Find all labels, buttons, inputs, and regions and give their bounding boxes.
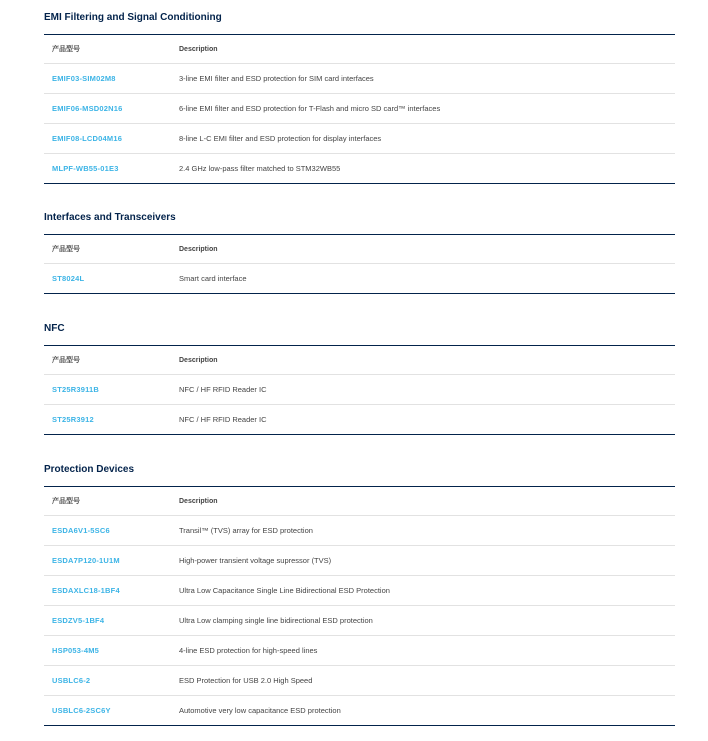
section-title: NFC xyxy=(44,323,65,334)
part-number-link[interactable]: EMIF06-MSD02N16 xyxy=(52,104,123,113)
column-header-part: 产品型号 xyxy=(52,357,80,364)
table-row xyxy=(44,516,675,546)
table-row xyxy=(44,64,675,94)
part-description: 3-line EMI filter and ESD protection for SIM card interfaces xyxy=(179,74,374,83)
table-header-row xyxy=(44,35,675,64)
table-header-row xyxy=(44,487,675,516)
table-row xyxy=(44,636,675,666)
table-row xyxy=(44,405,675,435)
part-description: Transil™ (TVS) array for ESD protection xyxy=(179,526,313,535)
table-header-row xyxy=(44,346,675,375)
part-description: 2.4 GHz low-pass filter matched to STM32WB55 xyxy=(179,164,341,173)
column-header-description: Description xyxy=(179,497,218,505)
part-number-link[interactable]: USBLC6-2SC6Y xyxy=(52,706,111,715)
part-number-link[interactable]: MLPF-WB55-01E3 xyxy=(52,164,119,173)
table-row xyxy=(44,606,675,636)
product-table xyxy=(44,234,675,294)
part-number-link[interactable]: EMIF03-SIM02M8 xyxy=(52,74,116,83)
table-header-row xyxy=(44,235,675,264)
part-number-link[interactable]: ESDAXLC18-1BF4 xyxy=(52,586,120,595)
part-description: Smart card interface xyxy=(179,274,247,283)
table-row xyxy=(44,666,675,696)
product-table xyxy=(44,34,675,184)
part-number-link[interactable]: HSP053-4M5 xyxy=(52,646,100,655)
part-number-link[interactable]: ST8024L xyxy=(52,274,85,283)
part-description: NFC / HF RFID Reader IC xyxy=(179,385,267,394)
part-description: Ultra Low Capacitance Single Line Bidirectional ESD Protection xyxy=(179,586,390,595)
part-number-link[interactable]: USBLC6-2 xyxy=(52,676,91,685)
part-description: Automotive very low capacitance ESD protection xyxy=(179,706,341,715)
table-row xyxy=(44,696,675,726)
table-row xyxy=(44,264,675,294)
table-row xyxy=(44,124,675,154)
part-description: 8-line L-C EMI filter and ESD protection for display interfaces xyxy=(179,134,382,143)
column-header-part: 产品型号 xyxy=(52,246,80,253)
column-header-part: 产品型号 xyxy=(52,46,80,53)
table-row xyxy=(44,576,675,606)
table-row xyxy=(44,546,675,576)
table-row xyxy=(44,375,675,405)
section-title: Protection Devices xyxy=(44,464,135,475)
part-description: High-power transient voltage supressor (TVS) xyxy=(179,556,332,565)
part-number-link[interactable]: EMIF08-LCD04M16 xyxy=(52,134,123,143)
part-number-link[interactable]: ST25R3911B xyxy=(52,385,100,394)
table-row xyxy=(44,154,675,184)
product-table xyxy=(44,486,675,726)
table-row xyxy=(44,94,675,124)
section-title: EMI Filtering and Signal Conditioning xyxy=(44,12,222,23)
section-title: Interfaces and Transceivers xyxy=(44,212,176,223)
column-header-description: Description xyxy=(179,245,218,253)
part-description: 4-line ESD protection for high-speed lines xyxy=(179,646,318,655)
part-number-link[interactable]: ESDZV5-1BF4 xyxy=(52,616,105,625)
column-header-description: Description xyxy=(179,356,218,364)
part-description: Ultra Low clamping single line bidirectional ESD protection xyxy=(179,616,373,625)
part-number-link[interactable]: ESDA7P120-1U1M xyxy=(52,556,120,565)
product-table xyxy=(44,345,675,435)
part-number-link[interactable]: ESDA6V1-5SC6 xyxy=(52,526,110,535)
part-number-link[interactable]: ST25R3912 xyxy=(52,415,94,424)
column-header-part: 产品型号 xyxy=(52,498,80,505)
column-header-description: Description xyxy=(179,45,218,53)
part-description: 6-line EMI filter and ESD protection for T-Flash and micro SD card™ interfaces xyxy=(179,104,441,113)
part-description: ESD Protection for USB 2.0 High Speed xyxy=(179,676,313,685)
part-description: NFC / HF RFID Reader IC xyxy=(179,415,267,424)
